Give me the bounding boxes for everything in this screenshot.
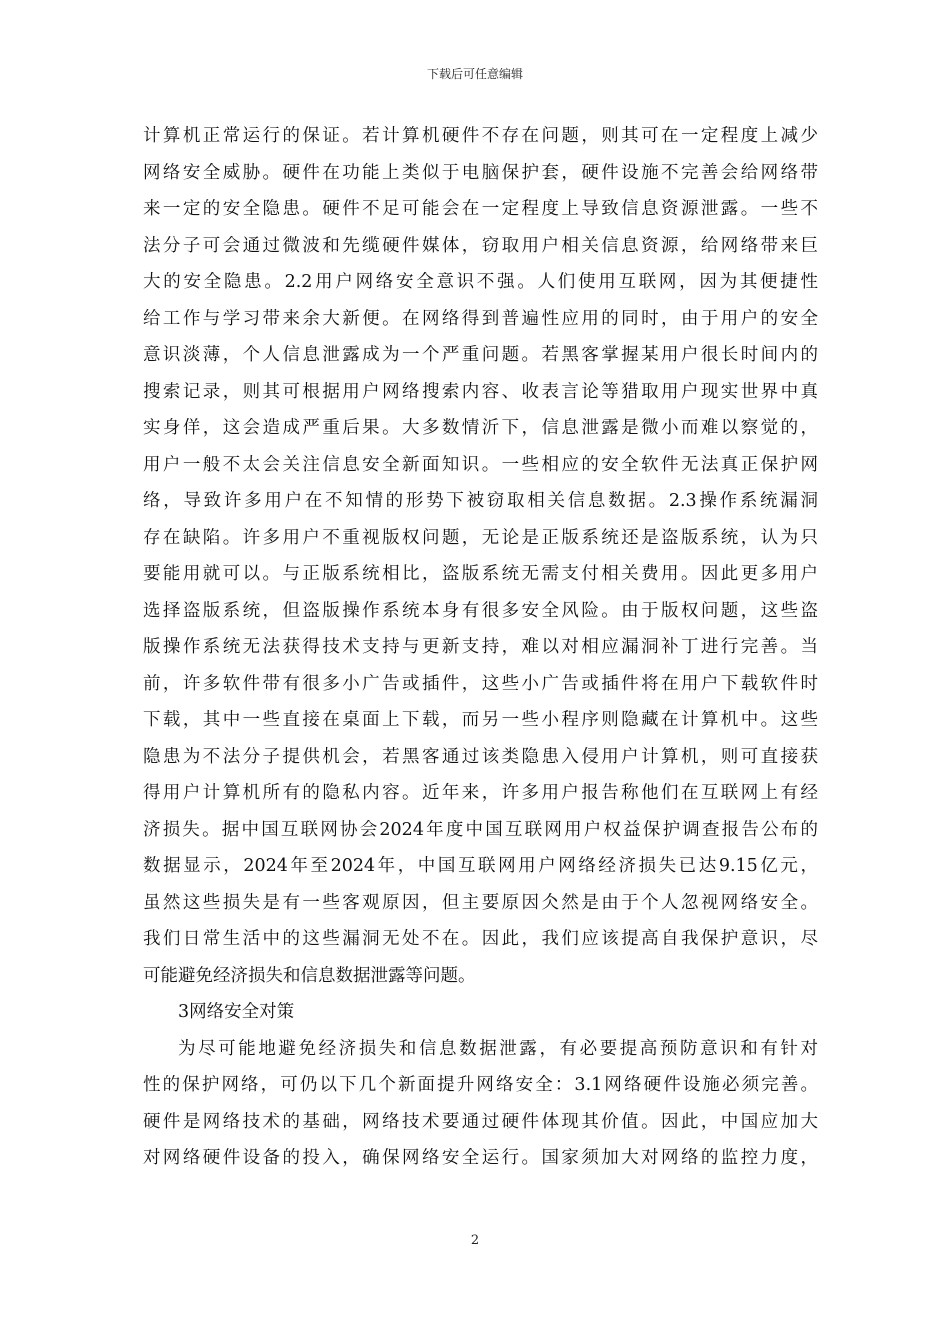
text-line: 存在缺陷。许多用户不重视版权问题，无论是正版系统还是盗版系统，认为只 — [143, 527, 818, 548]
page-number: 2 — [470, 1233, 480, 1248]
text-line: 选择盗版系统，但盗版操作系统本身有很多安全风险。由于版权问题，这些盗 — [143, 600, 818, 621]
text-line: 下载，其中一些直接在桌面上下载，而另一些小程序则隐藏在计算机中。这些 — [143, 710, 818, 730]
text-line: 版操作系统无法获得技术支持与更新支持，难以对相应漏洞补丁进行完善。当 — [143, 637, 818, 657]
text-line: 前，许多软件带有很多小广告或插件，这些小广告或插件将在用户下载软件时 — [143, 673, 818, 694]
text-line: 可能避免经济损失和信息数据泄露等问题。 — [143, 965, 476, 986]
text-line: 法分子可会通过微波和先缆硬件媒体，窃取用户相关信息资源，给网络带来巨 — [143, 235, 818, 256]
text-line: 为尽可能地避免经济损失和信息数据泄露，有必要提高预防意识和有针对 — [178, 1038, 818, 1059]
text-line: 数据显示，2024年至2024年，中国互联网用户网络经济损失已达9.15亿元， — [143, 856, 818, 876]
text-line: 来一定的安全隐患。硬件不足可能会在一定程度上导致信息资源泄露。一些不 — [143, 199, 818, 219]
page-header: 下载后可任意编辑 — [426, 67, 523, 81]
text-line: 性的保护网络，可仍以下几个新面提升网络安全：3.1网络硬件设施必须完善。 — [143, 1075, 818, 1095]
text-line: 我们日常生活中的这些漏洞无处不在。因此，我们应该提高自我保护意识，尽 — [143, 929, 818, 949]
text-line: 对网络硬件设备的投入，确保网络安全运行。国家须加大对网络的监控力度， — [143, 1148, 818, 1168]
text-line: 搜索记录，则其可根据用户网络搜索内容、收表言论等猎取用户现实世界中真 — [143, 381, 818, 402]
text-line: 隐患为不法分子提供机会，若黑客通过该类隐患入侵用户计算机，则可直接获 — [143, 746, 818, 767]
paragraph-network-security-measures — [143, 1031, 818, 1177]
text-line: 得用户计算机所有的隐私内容。近年来，许多用户报告称他们在互联网上有经 — [143, 783, 818, 803]
text-line: 济损失。据中国互联网协会2024年度中国互联网用户权益保护调查报告公布的 — [143, 819, 818, 840]
text-line: 大的安全隐患。2.2用户网络安全意识不强。人们使用互联网，因为其便捷性 — [143, 272, 818, 292]
text-line: 意识淡薄，个人信息泄露成为一个严重问题。若黑客掌握某用户很长时间内的 — [143, 345, 818, 365]
text-line: 网络安全威胁。硬件在功能上类似于电脑保护套，硬件设施不完善会给网络带 — [143, 162, 818, 183]
text-line: 计算机正常运行的保证。若计算机硬件不存在问题，则其可在一定程度上减少 — [143, 126, 818, 146]
document-body — [143, 118, 818, 1177]
text-line: 用户一般不太会关注信息安全新面知识。一些相应的安全软件无法真正保护网 — [143, 454, 818, 475]
paragraph-continued — [143, 118, 818, 994]
text-line: 硬件是网络技术的基础，网络技术要通过硬件体现其价值。因此，中国应加大 — [143, 1111, 818, 1132]
text-line: 虽然这些损失是有一些客观原因，但主要原因仌然是由于个人忽视网络安全。 — [143, 892, 818, 913]
text-line: 要能用就可以。与正版系统相比，盗版系统无需支付相关费用。因此更多用户 — [143, 564, 818, 584]
text-line: 实身佯，这会造成严重后果。大多数情沂下，信息泄露是微小而难以察觉的， — [143, 418, 818, 438]
text-line: 给工作与学习带来余大新便。在网络得到普遍性应用的同时，由于用户的安全 — [143, 308, 818, 329]
text-line: 络，导致许多用户在不知情的形势下被窃取相关信息数据。2.3操作系统漏洞 — [143, 491, 818, 511]
section-heading: 3网络安全对策 — [178, 1002, 295, 1022]
